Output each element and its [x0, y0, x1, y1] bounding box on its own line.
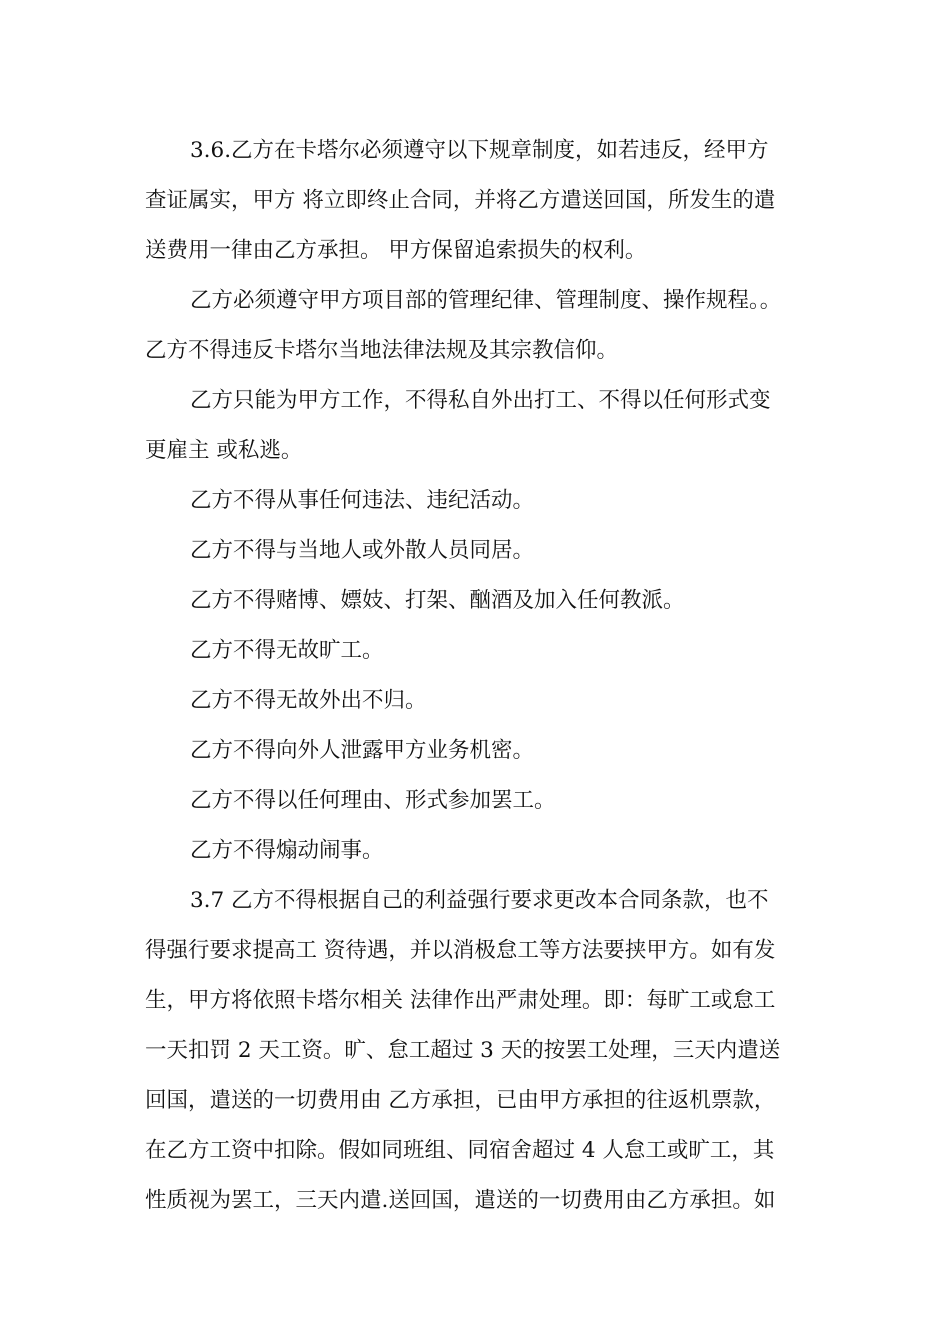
- text-line: 在乙方工资中扣除。假如同班组、同宿舍超过 4 人怠工或旷工，其: [145, 1138, 775, 1163]
- text-line: 乙方不得违反卡塔尔当地法律法规及其宗教信仰。: [145, 338, 619, 363]
- text-line: 乙方只能为甲方工作，不得私自外出打工、不得以任何形式变: [190, 388, 771, 413]
- text-line: 3.6.乙方在卡塔尔必须遵守以下规章制度，如若违反，经甲方: [190, 138, 769, 163]
- text-line: 送费用一律由乙方承担。 甲方保留追索损失的权利。: [145, 238, 647, 263]
- text-line: 乙方不得向外人泄露甲方业务机密。: [190, 738, 535, 763]
- text-line: 生，甲方将依照卡塔尔相关 法律作出严肃处理。即：每旷工或怠工: [145, 988, 776, 1013]
- text-line: 乙方不得以任何理由、形式参加罢工。: [190, 788, 556, 813]
- text-line: 性质视为罢工，三天内遣.送回国，遣送的一切费用由乙方承担。如: [145, 1188, 776, 1213]
- text-line: 更雇主 或私逃。: [145, 438, 303, 463]
- text-line: 一天扣罚 2 天工资。旷、怠工超过 3 天的按罢工处理，三天内遣送: [145, 1038, 781, 1063]
- text-line: 乙方不得无故旷工。: [190, 638, 384, 663]
- text-line: 乙方不得煽动闹事。: [190, 838, 384, 863]
- text-line: 乙方不得无故外出不归。: [190, 688, 427, 713]
- text-line: 乙方不得从事任何违法、违纪活动。: [190, 488, 535, 513]
- text-line: 乙方必须遵守甲方项目部的管理纪律、管理制度、操作规程。。: [190, 288, 782, 313]
- text-line: 乙方不得赌博、嫖妓、打架、酗酒及加入任何教派。: [190, 588, 685, 613]
- text-line: 3.7 乙方不得根据自己的利益强行要求更改本合同条款，也不: [190, 888, 769, 913]
- text-line: 回国，遣送的一切费用由 乙方承担，已由甲方承担的往返机票款，: [145, 1088, 776, 1113]
- text-line: 得强行要求提高工 资待遇，并以消极怠工等方法要挟甲方。如有发: [145, 938, 776, 963]
- text-line: 查证属实，甲方 将立即终止合同，并将乙方遣送回国，所发生的遣: [145, 188, 776, 213]
- text-line: 乙方不得与当地人或外散人员同居。: [190, 538, 535, 563]
